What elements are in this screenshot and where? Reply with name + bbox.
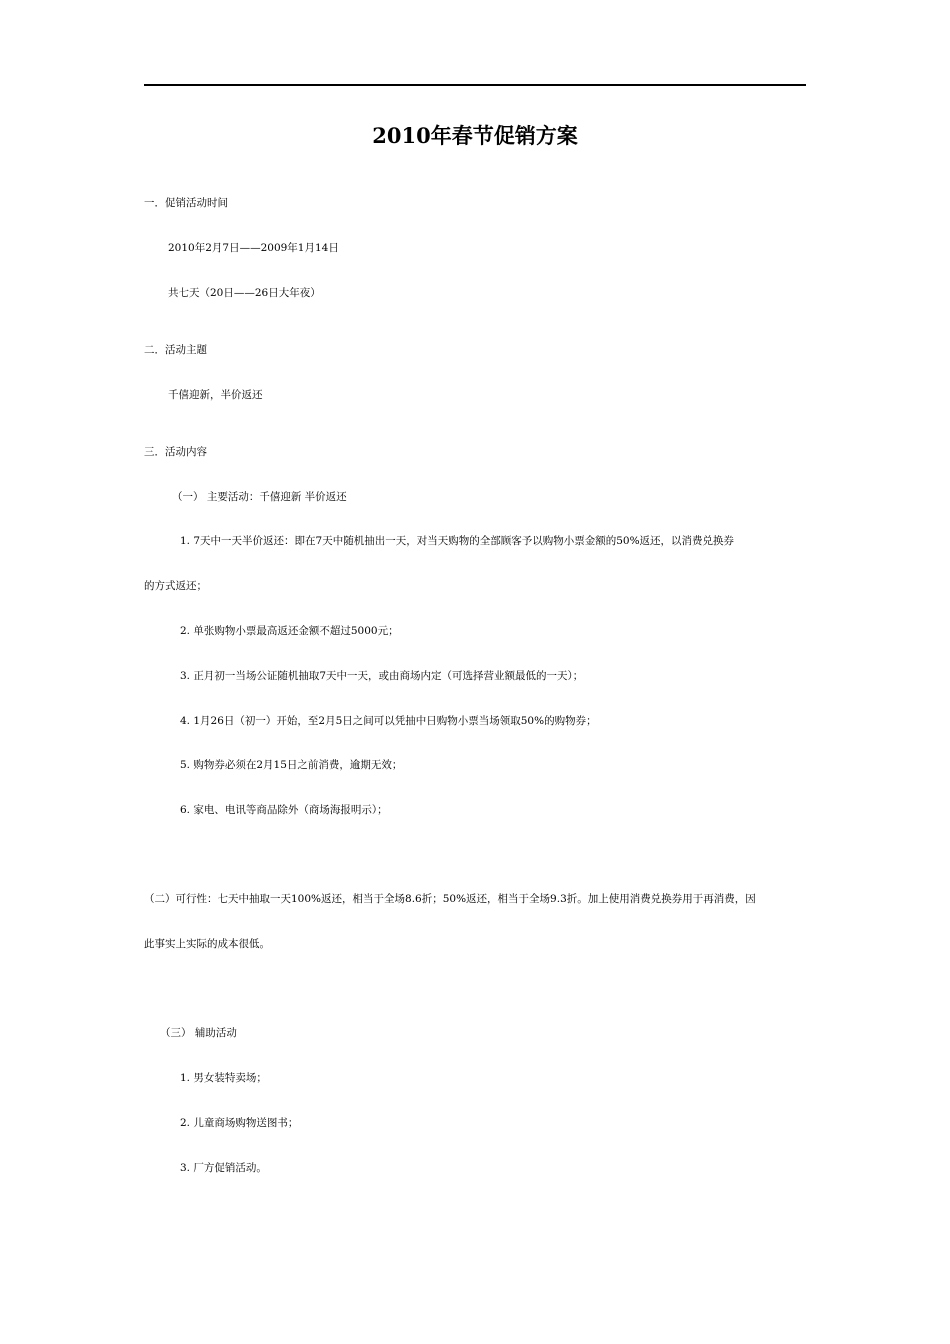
list-item-2: 2. 单张购物小票最高返还金额不超过5000元； [180, 625, 399, 637]
section-1-date-range: 2010年2月7日——2009年1月14日 [168, 242, 339, 254]
subsection-1-heading: （一） 主要活动：千僖迎新 半价返还 [172, 491, 347, 503]
list-item-5: 5. 购物券必须在2月15日之前消费，逾期无效； [180, 759, 403, 771]
section-1-duration: 共七天（20日——26日大年夜） [168, 287, 321, 299]
section-3-heading: 三．活动内容 [144, 446, 207, 458]
subsection-2-line-1: （二）可行性：七天中抽取一天100%返还，相当于全场8.6折；50%返还，相当于全场9.3折。加上使用消费兑换券用于再消费，因 [144, 893, 756, 905]
list-item-3: 3. 正月初一当场公证随机抽取7天中一天，或由商场内定（可选择营业额最低的一天）； [180, 670, 584, 682]
aux-item-1: 1. 男女装特卖场； [180, 1072, 267, 1084]
list-item-1-line-1: 1. 7天中一天半价返还：即在7天中随机抽出一天，对当天购物的全部顾客予以购物小票金额的50%返还，以消费兑换券 [180, 535, 735, 547]
aux-item-3: 3. 厂方促销活动。 [180, 1162, 267, 1174]
list-item-1-line-2: 的方式返还； [144, 580, 207, 592]
header-rule [144, 84, 806, 86]
section-1-heading: 一．促销活动时间 [144, 197, 228, 209]
aux-item-2: 2. 儿童商场购物送图书； [180, 1117, 299, 1129]
subsection-3-heading: （三） 辅助活动 [160, 1027, 237, 1039]
section-2-theme: 千僖迎新，半价返还 [168, 389, 263, 401]
list-item-4: 4. 1月26日（初一）开始，至2月5日之间可以凭抽中日购物小票当场领取50%的购物券； [180, 715, 597, 727]
list-item-6: 6. 家电、电讯等商品除外（商场海报明示）； [180, 804, 388, 816]
document-title: 2010年春节促销方案 [372, 123, 578, 148]
subsection-2-line-2: 此事实上实际的成本很低。 [144, 938, 270, 950]
section-2-heading: 二．活动主题 [144, 344, 207, 356]
